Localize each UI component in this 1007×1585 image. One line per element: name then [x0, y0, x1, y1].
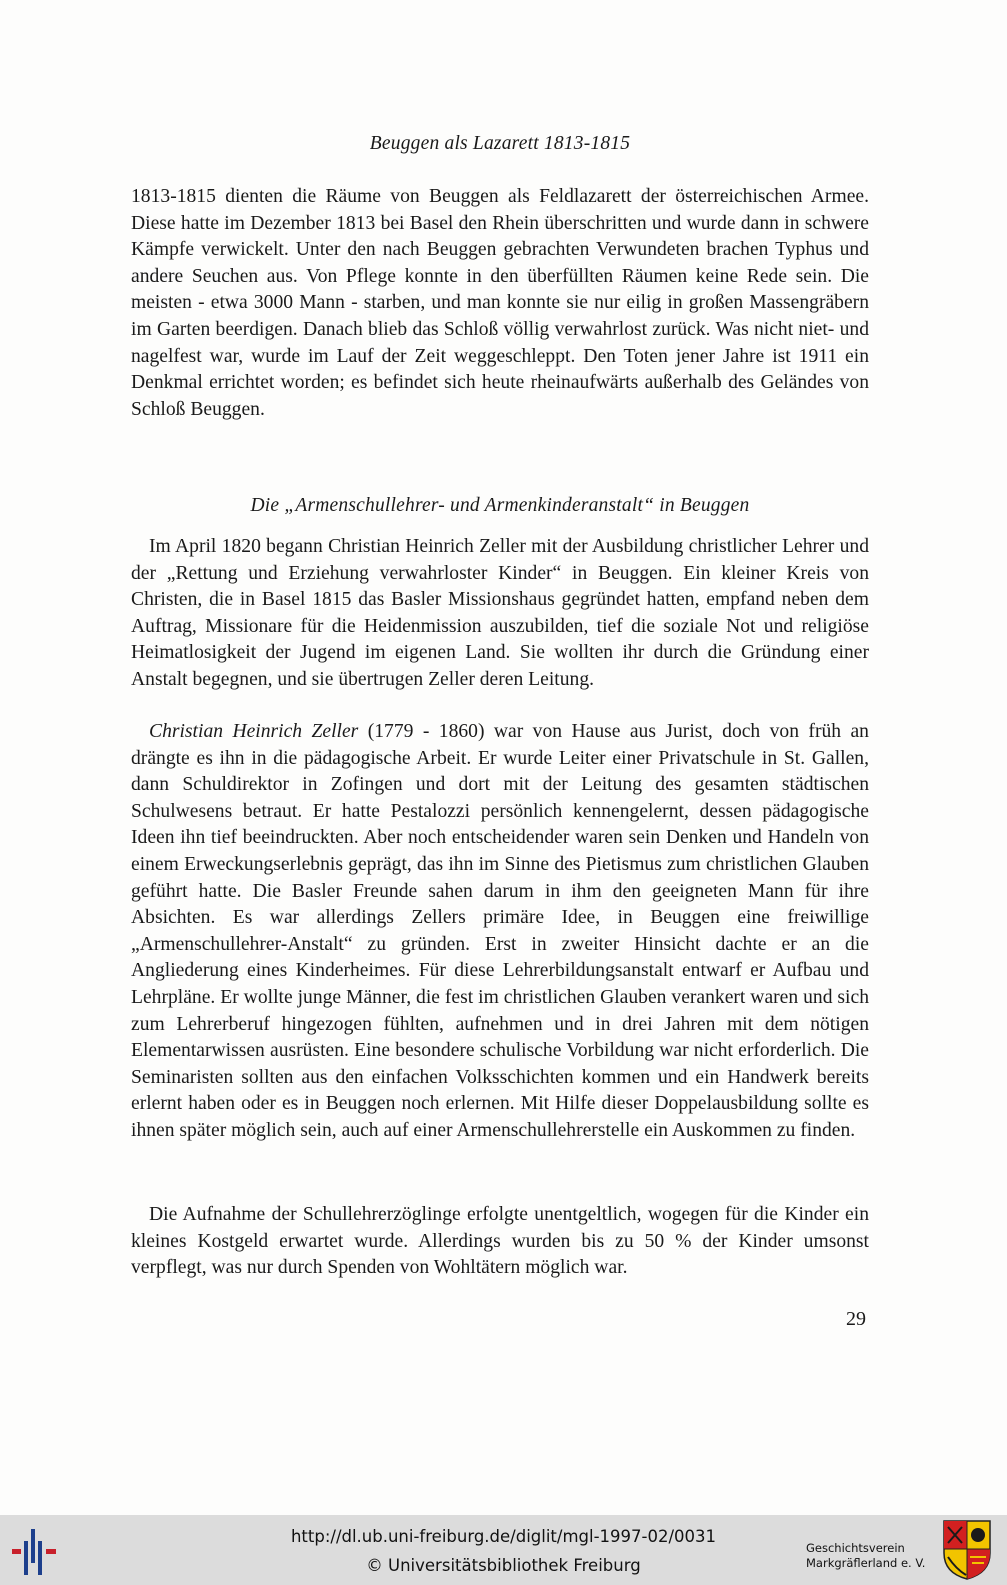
- page-number: 29: [846, 1308, 866, 1330]
- society-name-line2: Markgräflerland e. V.: [806, 1556, 926, 1570]
- paragraph-founding: Im April 1820 begann Christian Heinrich Zeller mit der Ausbildung christlicher Lehrer und der „Rettung und Erziehung verwahrloster Kinder“ in Beuggen. Ein kleiner Kreis von Christen, die in Basel 1815 das Basler Missionshaus gegründet hatten, empfand neben dem Auftrag, Missionare für die Heidenmission auszubilden, tief die soziale Not und religiöse Heimatlosigkeit der Jugend im eigenen Land. Sie wollten ihr durch die Gründung einer Anstalt begegnen, und sie übertrugen Zeller deren Leitung.: [131, 536, 869, 690]
- markgraeflerland-crest-icon: [942, 1519, 992, 1581]
- paragraph-lazarett: 1813-1815 dienten die Räume von Beuggen als Feldlazarett der österreichischen Armee. Diese hatte im Dezember 1813 bei Basel den Rhein überschritten und wurde dann in schwere Kämpfe verwickelt. Unter den nach Beuggen gebrachten Verwundeten brachen Typhus und andere Seuchen aus. Von Pflege konnte in den überfüllten Räumen keine Rede sein. Die meisten - etwa 3000 Mann - starben, und man konnte sie nur eilig in großen Massengräbern im Garten beerdigen. Danach blieb das Schloß völlig verwahrlost zurück. Was nicht niet- und nagelfest war, wurde im Lauf der Zeit weggeschleppt. Den Toten jener Jahre ist 1911 ein Denkmal errichtet worden; es befindet sich heute rheinaufwärts außerhalb des Geländes von Schloß Beuggen.: [131, 186, 869, 420]
- copyright-notice: © Universitätsbibliothek Freiburg: [366, 1556, 641, 1575]
- society-name-line1: Geschichtsverein: [806, 1541, 905, 1555]
- section-heading-armenschule: Die „Armenschullehrer- und Armenkinderanstalt“ in Beuggen: [250, 495, 750, 516]
- person-name: Christian Heinrich Zeller: [149, 721, 359, 742]
- paragraph-admission: Die Aufnahme der Schullehrerzöglinge erfolgte unentgeltlich, wogegen für die Kinder ein kleines Kostgeld erwartet wurde. Allerdings wurden bis zu 50 % der Kinder umsonst verpflegt, was nur durch Spenden von Wohltätern möglich war.: [131, 1204, 869, 1279]
- society-name: [806, 1541, 946, 1571]
- document-url[interactable]: http://dl.ub.uni-freiburg.de/diglit/mgl-1997-02/0031: [290, 1527, 717, 1546]
- paragraph-zeller: [131, 719, 869, 1145]
- footer-bar: [0, 1515, 1007, 1585]
- section-heading-lazarett: Beuggen als Lazarett 1813-1815: [369, 133, 631, 154]
- paragraph-zeller-text: (1779 - 1860) war von Hause aus Jurist, doch von früh an drängte es ihn in die pädagogische Arbeit. Er wurde Leiter einer Privatschule in St. Gallen, dann Schuldirektor in Zofingen und dort mit der Leitung des gesamten städtischen Schulwesens betraut. Er hatte Pestalozzi persönlich kennengelernt, dessen pädagogische Ideen ihn tief beeindruckten. Aber noch entscheidender waren sein Denken und Handeln von einem Erweckungserlebnis geprägt, das ihn im Sinne des Pietismus zum christlichen Glauben geführt hatte. Die Basler Freunde sahen darum in ihm den geeigneten Mann für ihre Absichten. Es war allerdings Zellers primäre Idee, in Beuggen eine freiwillige „Armenschullehrer-Anstalt“ zu gründen. Erst in zweiter Hinsicht dachte er an die Angliederung eines Kinderheimes. Für diese Lehrerbildungsanstalt entwarf er Aufbau und Lehrpläne. Er wollte junge Männer, die fest im christlichen Glauben verankert waren und sich zum Lehrerberuf hingezogen fühlten, aufnehmen und in drei Jahren mit dem nötigen Elementarwissen ausrüsten. Eine besondere schulische Vorbildung war nicht erforderlich. Die Seminaristen sollten aus den einfachen Volksschichten kommen und ein Handwerk bereits erlernt haben oder es in Beuggen noch erlernen. Mit Hilfe dieser Doppelausbildung sollte es ihnen später möglich sein, auch auf einer Armenschullehrerstelle ein Auskommen zu finden.: [131, 721, 869, 1141]
